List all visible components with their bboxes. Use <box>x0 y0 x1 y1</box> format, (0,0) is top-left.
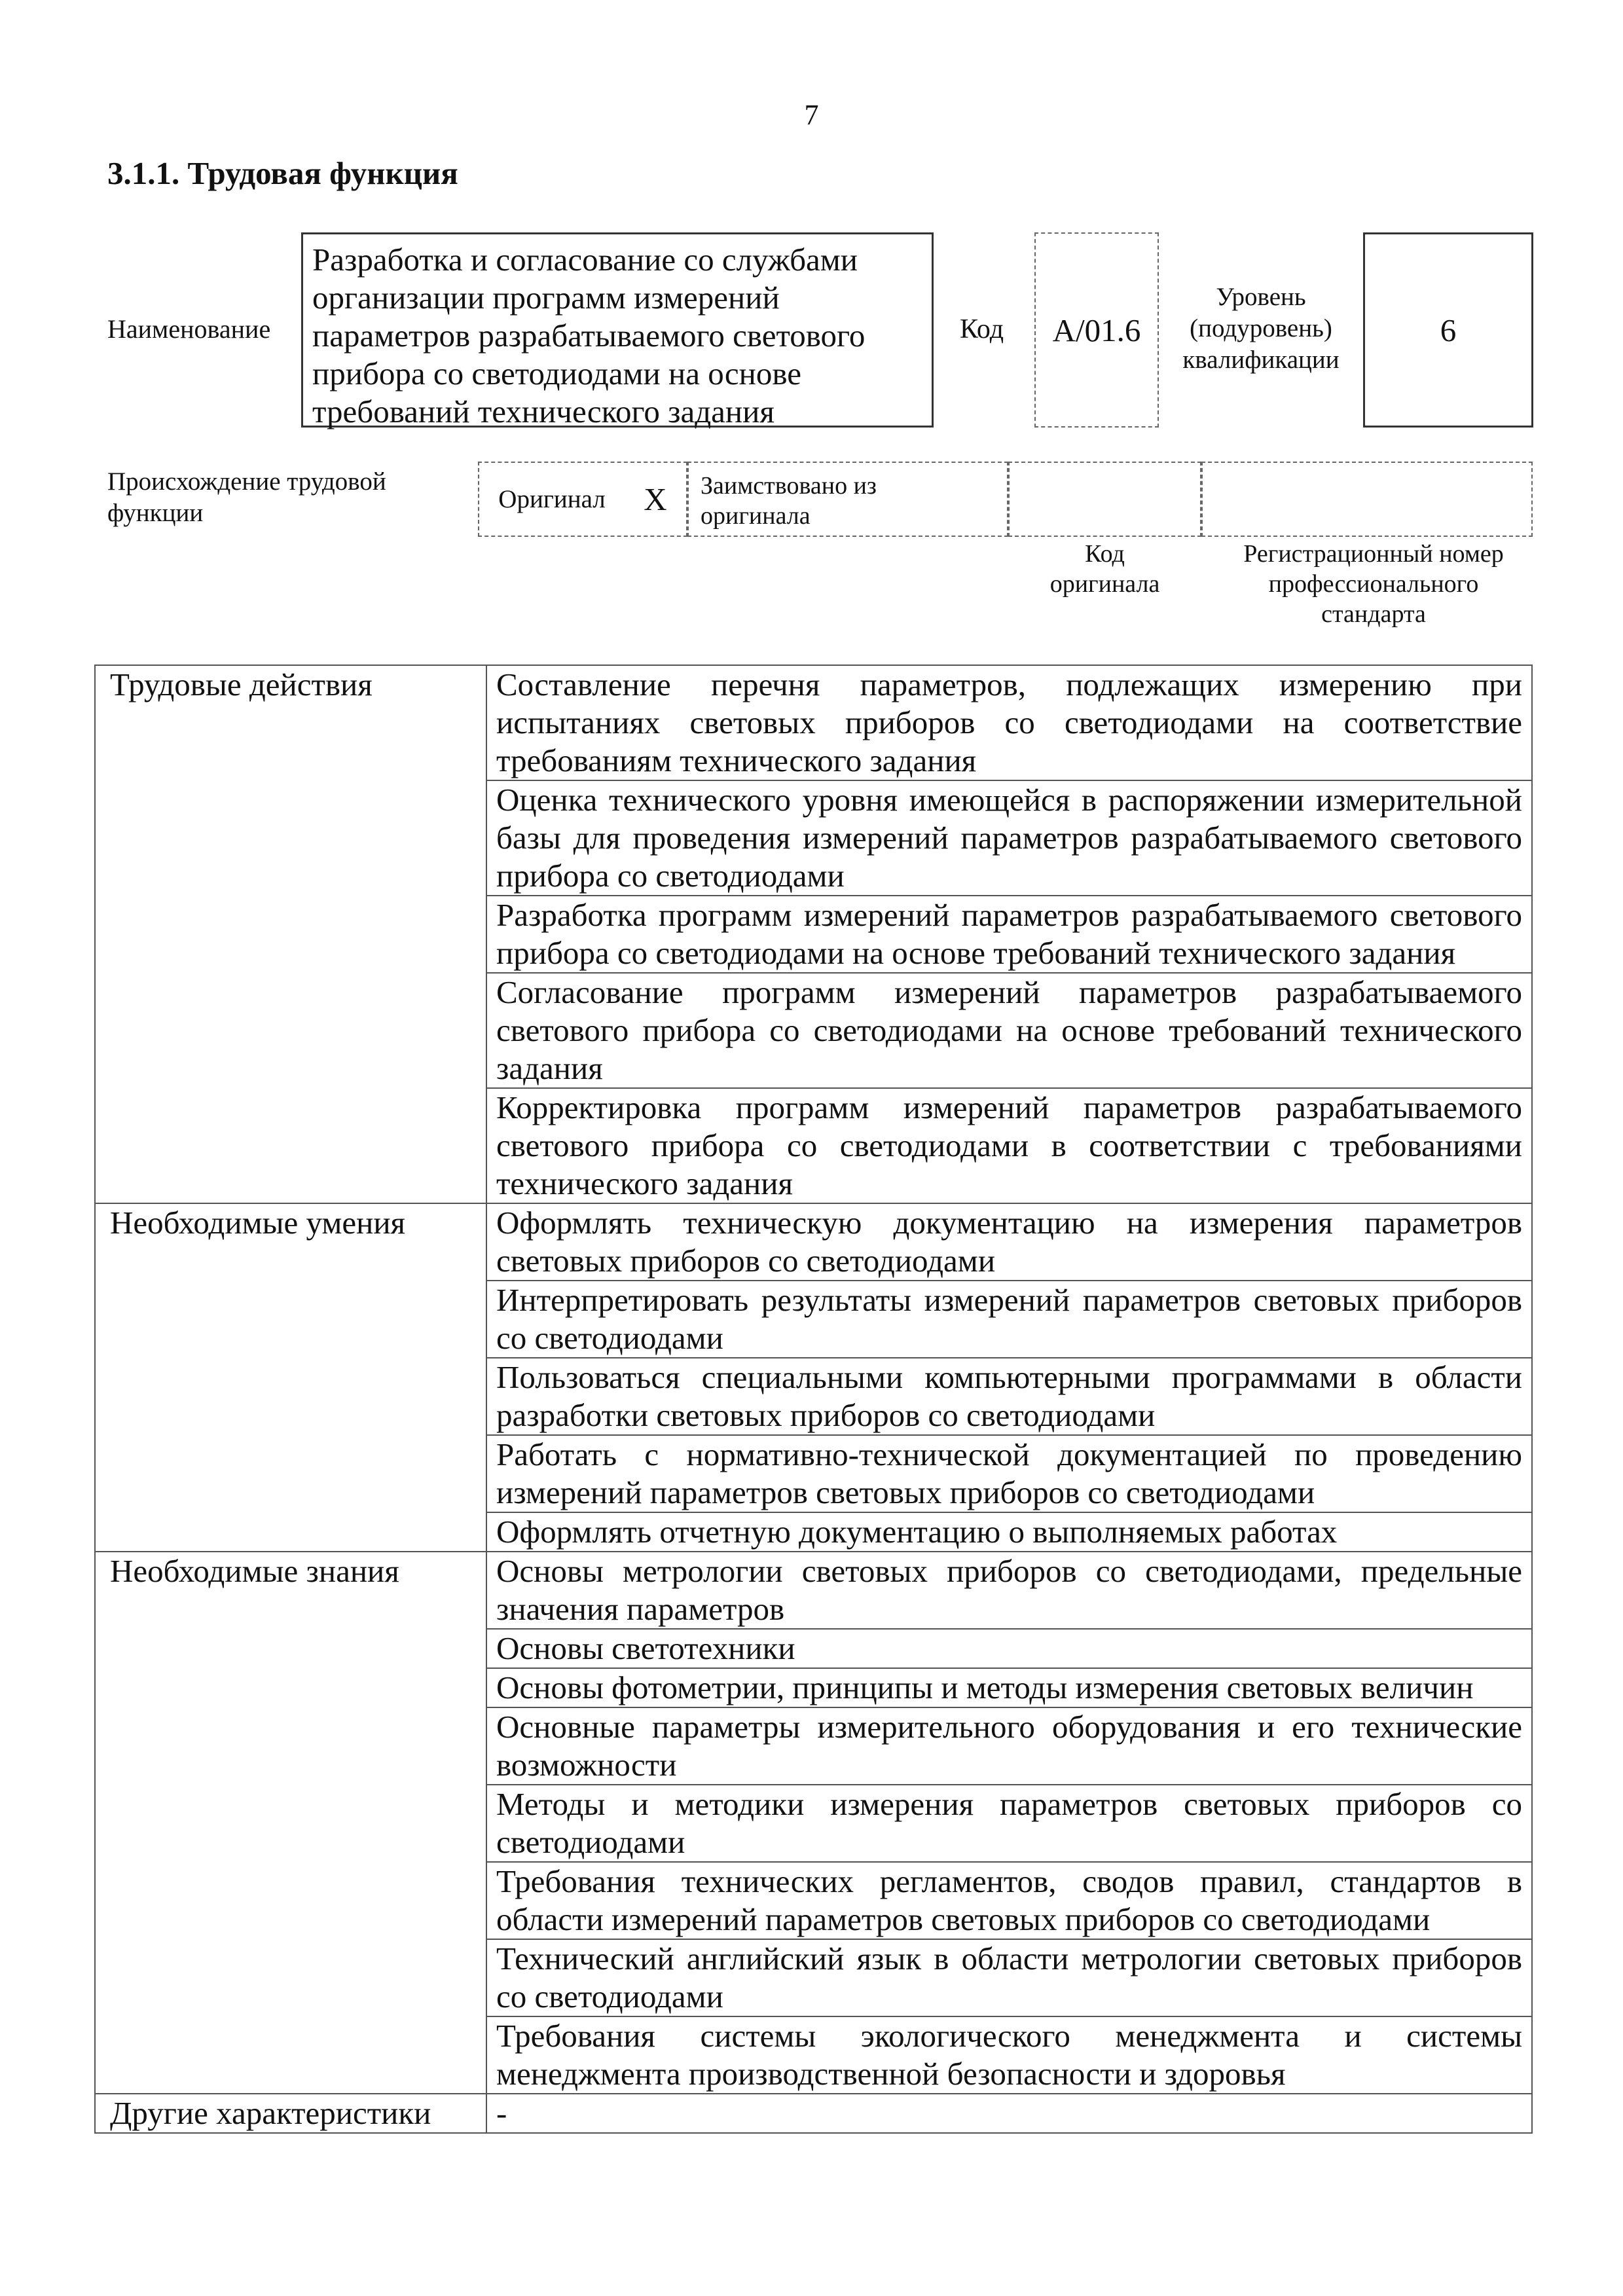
section-header: Необходимые знания <box>95 1552 486 2094</box>
function-details-body <box>95 665 1532 2133</box>
name-value-box: Разработка и согласование со службами организации программ измерений параметров разрабатываемого светового прибора со светодиодами на основе требований технического задания <box>301 232 934 428</box>
section-item: Согласование программ измерений параметров разрабатываемого светового прибора со светодиодами на основе требований технического задания <box>486 973 1532 1088</box>
function-details-table <box>94 665 1533 2134</box>
section-item: Разработка программ измерений параметров разрабатываемого светового прибора со светодиодами на основе требований технического задания <box>486 896 1532 973</box>
section-title: 3.1.1. Трудовая функция <box>107 155 458 191</box>
registration-number-caption-line-3: стандарта <box>1321 600 1426 628</box>
section-header: Трудовые действия <box>95 665 486 1203</box>
level-value-box: 6 <box>1363 232 1533 428</box>
origin-label-line-1: Происхождение трудовой <box>107 467 386 496</box>
page-number: 7 <box>804 99 819 131</box>
code-label: Код <box>960 314 1004 344</box>
section-header: Другие характеристики <box>95 2094 486 2133</box>
section-item: Оформлять техническую документацию на измерения параметров световых приборов со светодиодами <box>486 1203 1532 1281</box>
level-label <box>1163 282 1359 376</box>
section-item: Корректировка программ измерений параметров разрабатываемого светового прибора со светодиодами в соответствии с требованиями технического задания <box>486 1088 1532 1203</box>
origin-label <box>107 466 386 529</box>
table-row <box>95 2094 1532 2133</box>
section-item: Основы фотометрии, принципы и методы измерения световых величин <box>486 1668 1532 1707</box>
section-item: Пользоваться специальными компьютерными программами в области разработки световых приборов со светодиодами <box>486 1358 1532 1435</box>
original-code-caption-line-2: оригинала <box>1049 570 1160 598</box>
section-item: Основы светотехники <box>486 1629 1532 1668</box>
section-item: Технический английский язык в области метрологии световых приборов со светодиодами <box>486 1939 1532 2016</box>
registration-number-cell <box>1201 462 1533 537</box>
section-item: Методы и методики измерения параметров световых приборов со светодиодами <box>486 1785 1532 1862</box>
code-value-box: A/01.6 <box>1034 232 1159 428</box>
origin-label-line-2: функции <box>107 499 204 527</box>
original-code-cell <box>1008 462 1201 537</box>
section-item: Основные параметры измерительного оборудования и его технические возможности <box>486 1707 1532 1785</box>
original-code-caption-line-1: Код <box>1085 540 1125 568</box>
section-item: Требования технических регламентов, сводов правил, стандартов в области измерений параметров световых приборов со светодиодами <box>486 1862 1532 1939</box>
level-label-line-1: Уровень <box>1216 283 1306 311</box>
original-mark: X <box>644 481 667 517</box>
borrowed-cell <box>687 462 1008 537</box>
section-item: Интерпретировать результаты измерений параметров световых приборов со светодиодами <box>486 1281 1532 1358</box>
section-item: Оформлять отчетную документацию о выполняемых работах <box>486 1512 1532 1552</box>
original-code-caption <box>1008 539 1201 599</box>
registration-number-caption-line-1: Регистрационный номер <box>1243 540 1504 568</box>
level-label-line-3: квалификации <box>1182 346 1340 374</box>
original-label: Оригинал <box>498 485 606 513</box>
section-item: Требования системы экологического менеджмента и системы менеджмента производственной безопасности и здоровья <box>486 2016 1532 2094</box>
section-item: Работать с нормативно-технической документацией по проведению измерений параметров световых приборов со светодиодами <box>486 1435 1532 1512</box>
table-row <box>95 1552 1532 1629</box>
section-item: Составление перечня параметров, подлежащих измерению при испытаниях световых приборов со светодиодами на соответствие требованиям технического задания <box>486 665 1532 780</box>
registration-number-caption-line-2: профессионального <box>1268 570 1479 598</box>
origin-row <box>478 462 1533 537</box>
table-row <box>95 1203 1532 1281</box>
name-label: Наименование <box>107 314 271 344</box>
borrowed-label-line-1: Заимствовано из <box>701 472 877 500</box>
table-row <box>95 665 1532 780</box>
original-cell <box>478 462 687 537</box>
level-label-line-2: (подуровень) <box>1190 314 1332 342</box>
section-header: Необходимые умения <box>95 1203 486 1552</box>
section-item: Оценка технического уровня имеющейся в распоряжении измерительной базы для проведения измерений параметров разрабатываемого светового прибора со светодиодами <box>486 780 1532 896</box>
section-item: Основы метрологии световых приборов со светодиодами, предельные значения параметров <box>486 1552 1532 1629</box>
section-item: - <box>486 2094 1532 2133</box>
registration-number-caption <box>1208 539 1539 629</box>
borrowed-label-line-2: оригинала <box>701 502 811 530</box>
